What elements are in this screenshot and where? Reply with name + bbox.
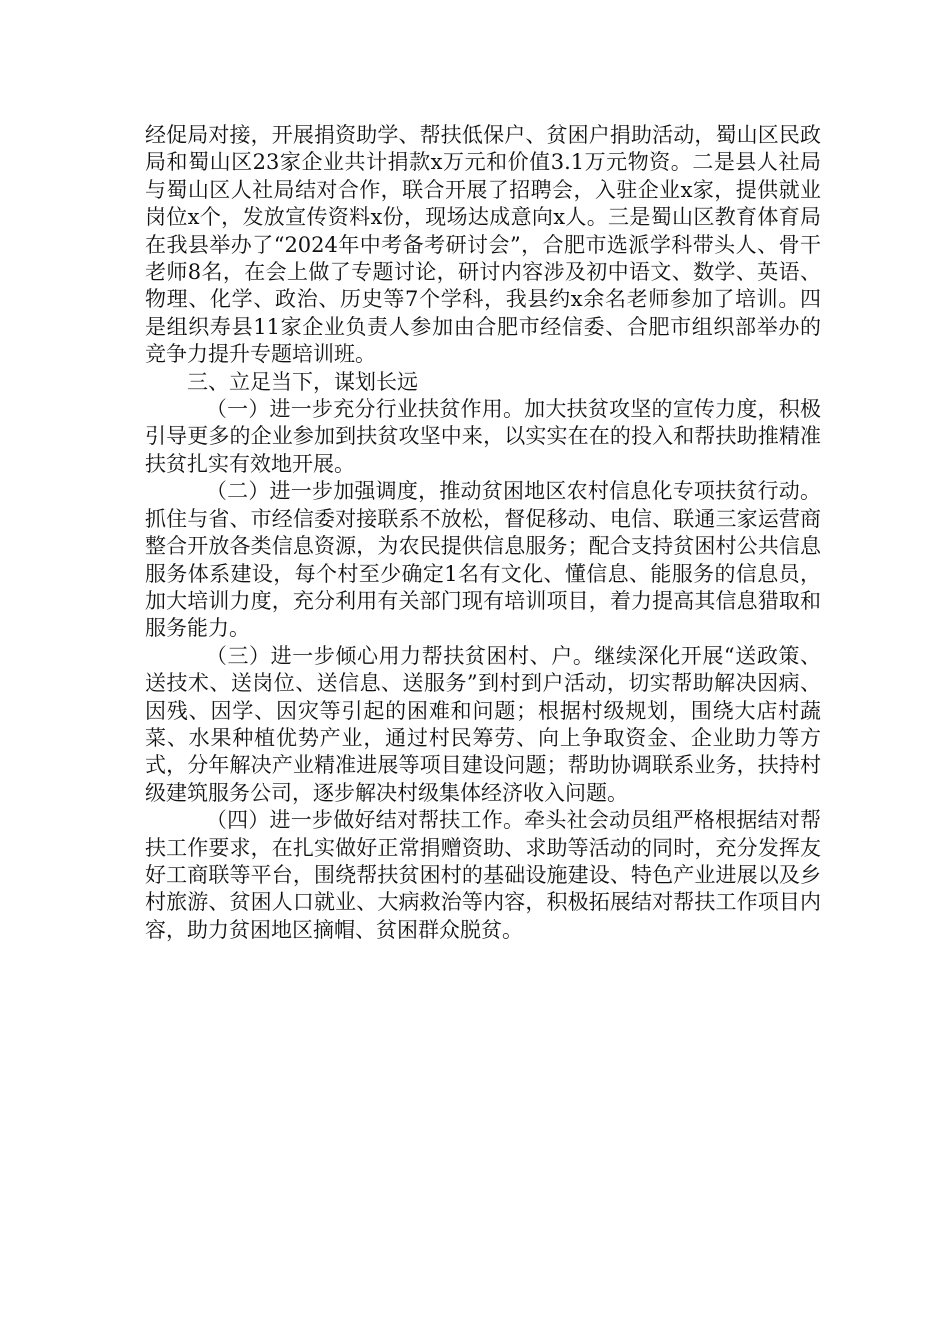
paragraph-item-3: （三）进一步倾心用力帮扶贫困村、户。继续深化开展“送政策、送技术、送岗位、送信息、送服务”到村到户活动，切实帮助解决因病、因残、因学、因灾等引起的困难和问题；根据村级规划，围绕大店村蔬菜、水果种植优势产业，通过村民筹劳、向上争取资金、企业助力等方式，分年解决产业精准进展等项目建设问题；帮助协调联系业务，扶持村级建筑服务公司，逐步解决村级集体经济收入问题。 — [145, 643, 821, 805]
paragraph-continuation: 经促局对接，开展捐资助学、帮扶低保户、贫困户捐助活动，蜀山区民政局和蜀山区23家企业共计捐款x万元和价值3.1万元物资。二是县人社局与蜀山区人社局结对合作，联合开展了招聘会，入驻企业x家，提供就业岗位x个，发放宣传资料x份，现场达成意向x人。三是蜀山区教育体育局在我县举办了“2024年中考备考研讨会”，合肥市选派学科带头人、骨干老师8名，在会上做了专题讨论，研讨内容涉及初中语文、数学、英语、物理、化学、政治、历史等7个学科，我县约x余名老师参加了培训。四是组织寿县11家企业负责人参加由合肥市经信委、合肥市组织部举办的竞争力提升专题培训班。 — [145, 123, 821, 367]
document-body — [145, 122, 821, 944]
paragraph-item-2: （二）进一步加强调度，推动贫困地区农村信息化专项扶贫行动。抓住与省、市经信委对接联系不放松，督促移动、电信、联通三家运营商整合开放各类信息资源，为农民提供信息服务；配合支持贫困村公共信息服务体系建设，每个村至少确定1名有文化、懂信息、能服务的信息员，加大培训力度，充分利用有关部门现有培训项目，着力提高其信息猎取和服务能力。 — [145, 479, 821, 641]
paragraph-item-1: （一）进一步充分行业扶贫作用。加大扶贫攻坚的宣传力度，积极引导更多的企业参加到扶贫攻坚中来，以实实在在的投入和帮扶助推精准扶贫扎实有效地开展。 — [145, 397, 821, 476]
section-heading: 三、立足当下，谋划长远 — [187, 369, 418, 394]
paragraph-item-4: （四）进一步做好结对帮扶工作。牵头社会动员组严格根据结对帮扶工作要求，在扎实做好正常捐赠资助、求助等活动的同时，充分发挥友好工商联等平台，围绕帮扶贫困村的基础设施建设、特色产业进展以及乡村旅游、贫困人口就业、大病救治等内容，积极拓展结对帮扶工作项目内容，助力贫困地区摘帽、贫困群众脱贫。 — [145, 808, 821, 942]
